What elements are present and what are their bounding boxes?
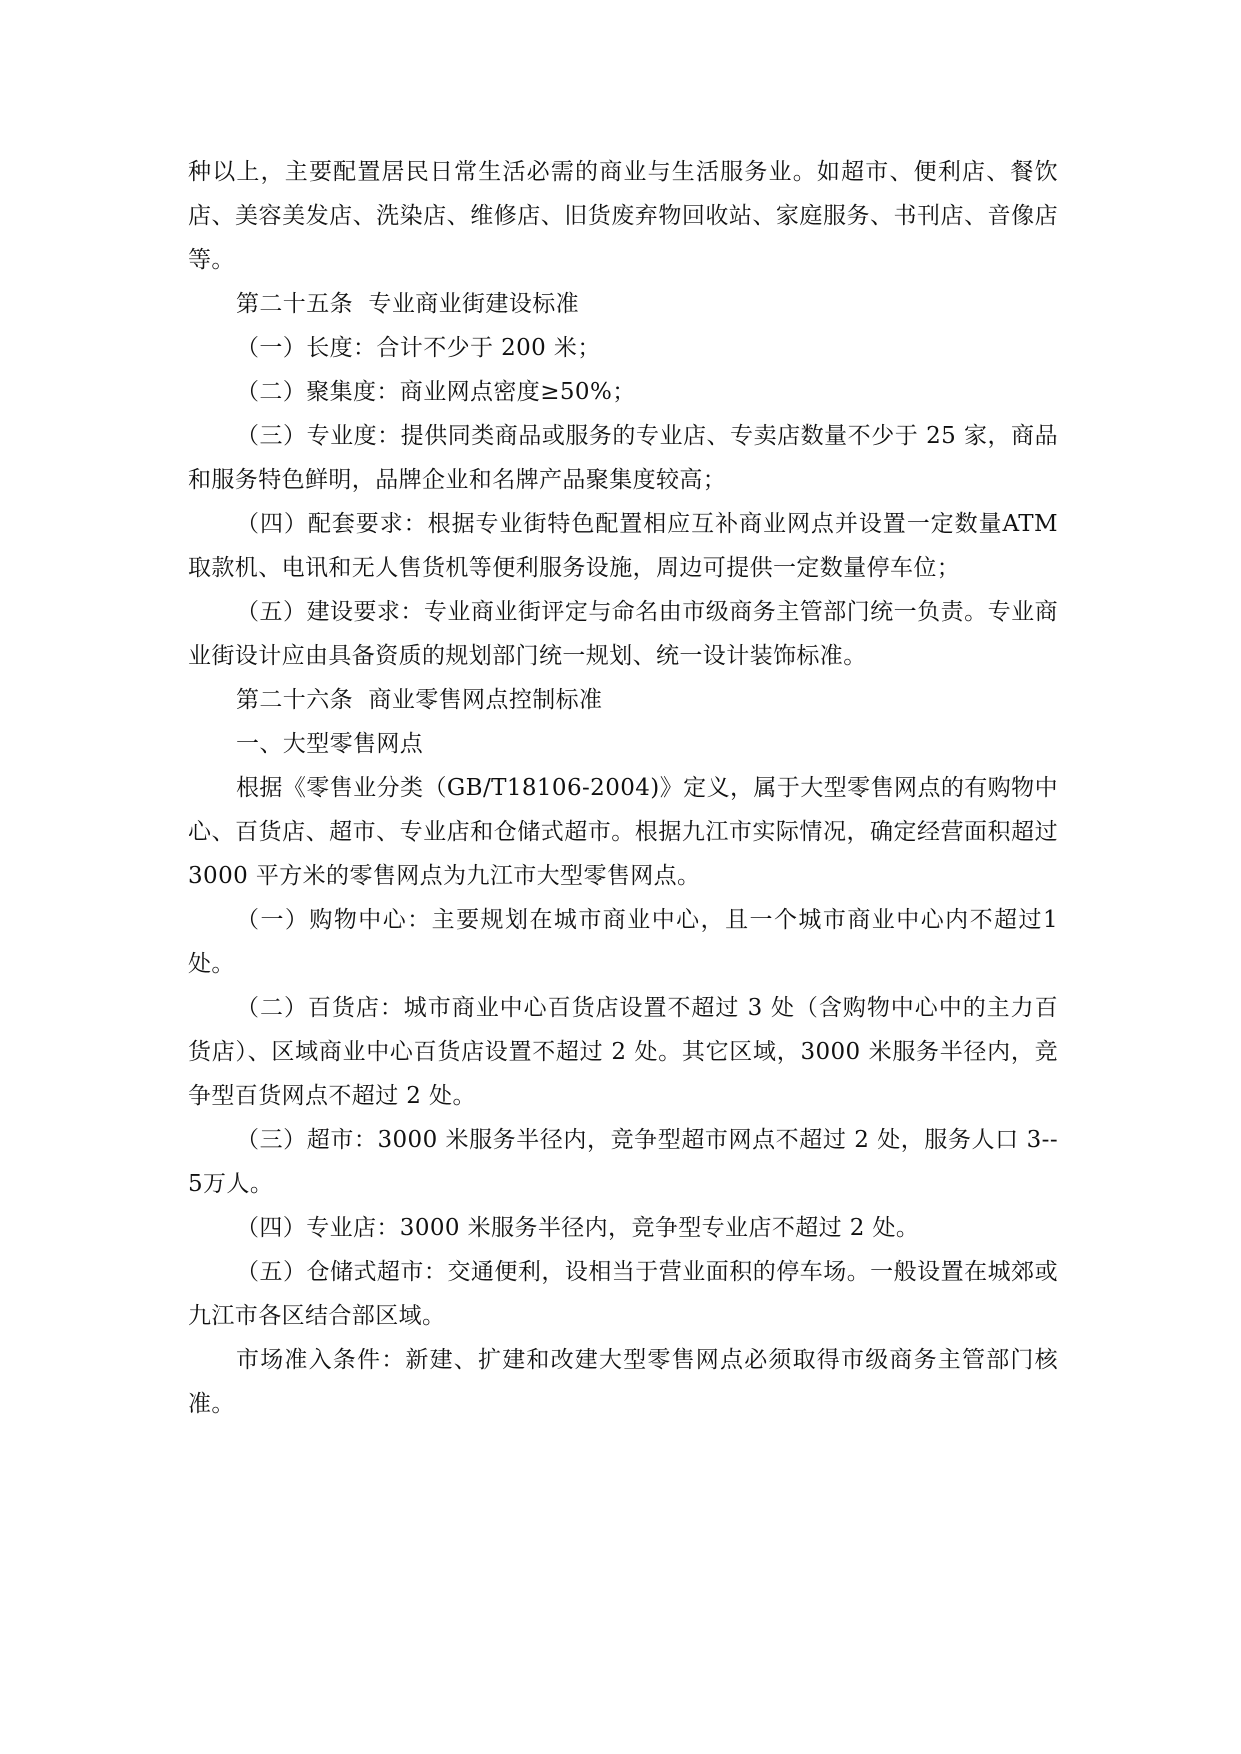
- item-length: （一）长度：合计不少于 200 米；: [236, 335, 601, 361]
- item-specialty-store: （四）专业店：3000 米服务半径内，竞争型专业店不超过 2 处。: [236, 1215, 920, 1241]
- paragraph-large-retail-definition: 根据《零售业分类（GB/T18106-2004)》定义，属于大型零售网点的有购物中心、百货店、超市、专业店和仓储式超市。根据九江市实际情况，确定经营面积超过 3000 平方米的零售网点为九江市大型零售网点。: [188, 775, 1066, 889]
- item-construction-requirements: （五）建设要求：专业商业街评定与命名由市级商务主管部门统一负责。专业商业街设计应由具备资质的规划部门统一规划、统一设计装饰标准。: [188, 599, 1058, 669]
- item-concentration: （二）聚集度：商业网点密度≥50%；: [236, 379, 636, 405]
- section-large-retail-heading: 一、大型零售网点: [236, 731, 424, 757]
- item-department-store: （二）百货店：城市商业中心百货店设置不超过 3 处（含购物中心中的主力百货店）、区域商业中心百货店设置不超过 2 处。其它区域，3000 米服务半径内，竞争型百货网点不超过 2 处。: [188, 995, 1058, 1109]
- item-warehouse-supermarket: （五）仓储式超市：交通便利，设相当于营业面积的停车场。一般设置在城郊或九江市各区结合部区域。: [188, 1259, 1058, 1329]
- item-shopping-center: （一）购物中心：主要规划在城市商业中心，且一个城市商业中心内不超过1 处。: [188, 907, 1066, 977]
- document-body: [188, 150, 1066, 1426]
- item-supporting-requirements: （四）配套要求：根据专业街特色配置相应互补商业网点并设置一定数量ATM 取款机、电讯和无人售货机等便利服务设施，周边可提供一定数量停车位；: [188, 511, 1066, 581]
- item-specialization: （三）专业度：提供同类商品或服务的专业店、专卖店数量不少于 25 家，商品和服务特色鲜明，品牌企业和名牌产品聚集度较高；: [188, 423, 1058, 493]
- paragraph-service-types: 种以上，主要配置居民日常生活必需的商业与生活服务业。如超市、便利店、餐饮店、美容美发店、洗染店、维修店、旧货废弃物回收站、家庭服务、书刊店、音像店等。: [188, 159, 1058, 273]
- article-26-heading: 第二十六条 商业零售网点控制标准: [236, 687, 603, 713]
- article-25-heading: 第二十五条 专业商业街建设标准: [236, 291, 580, 317]
- item-supermarket: （三）超市：3000 米服务半径内，竞争型超市网点不超过 2 处，服务人口 3--5万人。: [188, 1127, 1058, 1197]
- paragraph-market-access: 市场准入条件：新建、扩建和改建大型零售网点必须取得市级商务主管部门核准。: [188, 1347, 1058, 1417]
